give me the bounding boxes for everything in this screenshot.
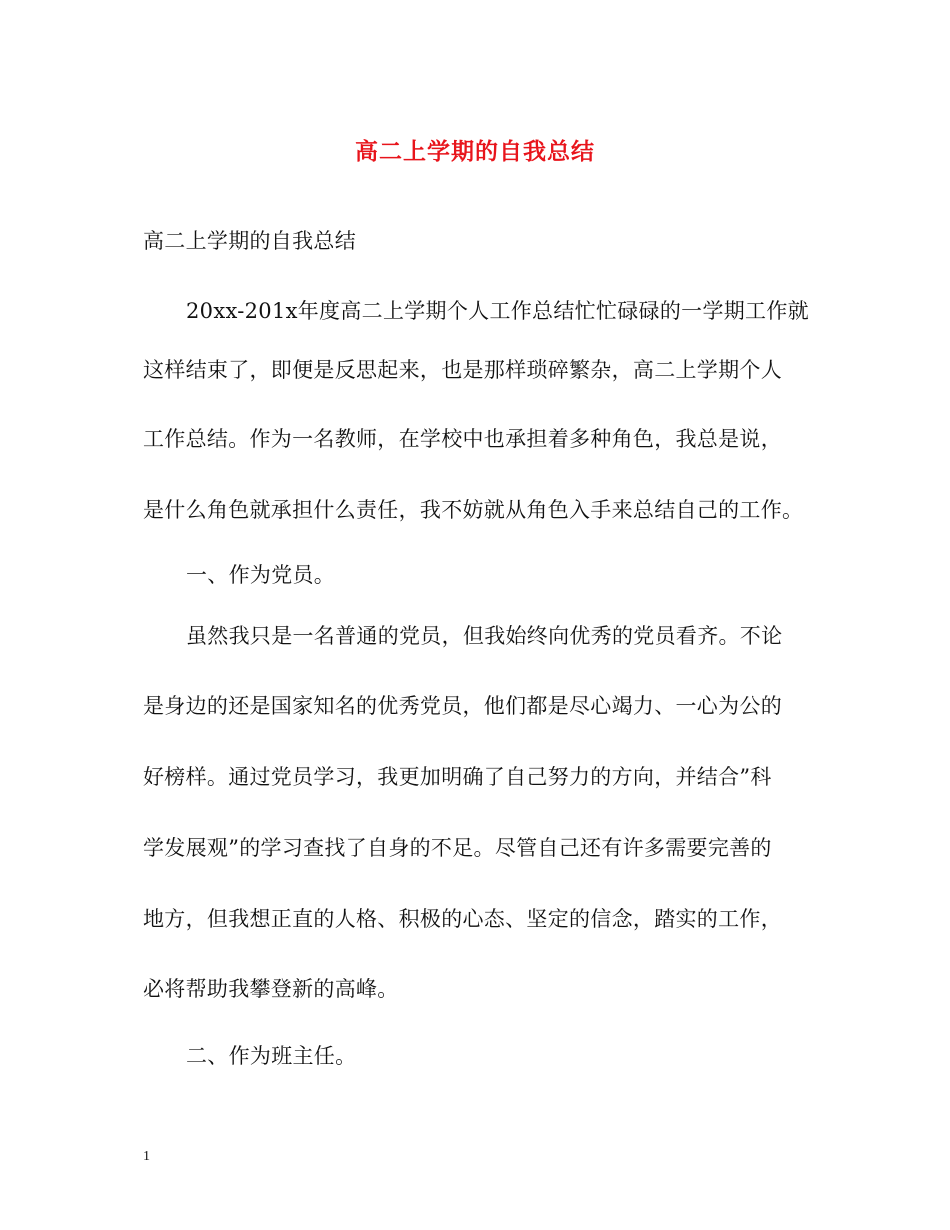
paragraph-line: 虽然我只是一名普通的党员，但我始终向优秀的党员看齐。不论 [186,624,783,648]
paragraph-line: 必将帮助我攀登新的高峰。 [143,977,399,1001]
paragraph-line: 好榜样。通过党员学习，我更加明确了自己努力的方向，并结合”科 [143,765,772,789]
page-number: 1 [143,1149,150,1164]
paragraph-line: 学发展观”的学习查找了自身的不足。尽管自己还有许多需要完善的 [143,836,772,860]
subtitle-line: 高二上学期的自我总结 [143,229,356,253]
paragraph-line: 是身边的还是国家知名的优秀党员，他们都是尽心竭力、一心为公的 [143,694,782,718]
paragraph-line: 20xx-201x年度高二上学期个人工作总结忙忙碌碌的一学期工作就 [186,299,809,323]
paragraph-line: 这样结束了，即便是反思起来，也是那样琐碎繁杂，高二上学期个人 [143,358,782,382]
paragraph-line: 工作总结。作为一名教师，在学校中也承担着多种角色，我总是说， [143,427,782,451]
paragraph-line: 地方，但我想正直的人格、积极的心态、坚定的信念，踏实的工作， [143,907,782,931]
section-heading: 一、作为党员。 [186,563,336,587]
section-heading: 二、作为班主任。 [186,1044,357,1068]
document-title: 高二上学期的自我总结 [355,138,595,165]
paragraph-line: 是什么角色就承担什么责任，我不妨就从角色入手来总结自己的工作。 [143,498,804,522]
